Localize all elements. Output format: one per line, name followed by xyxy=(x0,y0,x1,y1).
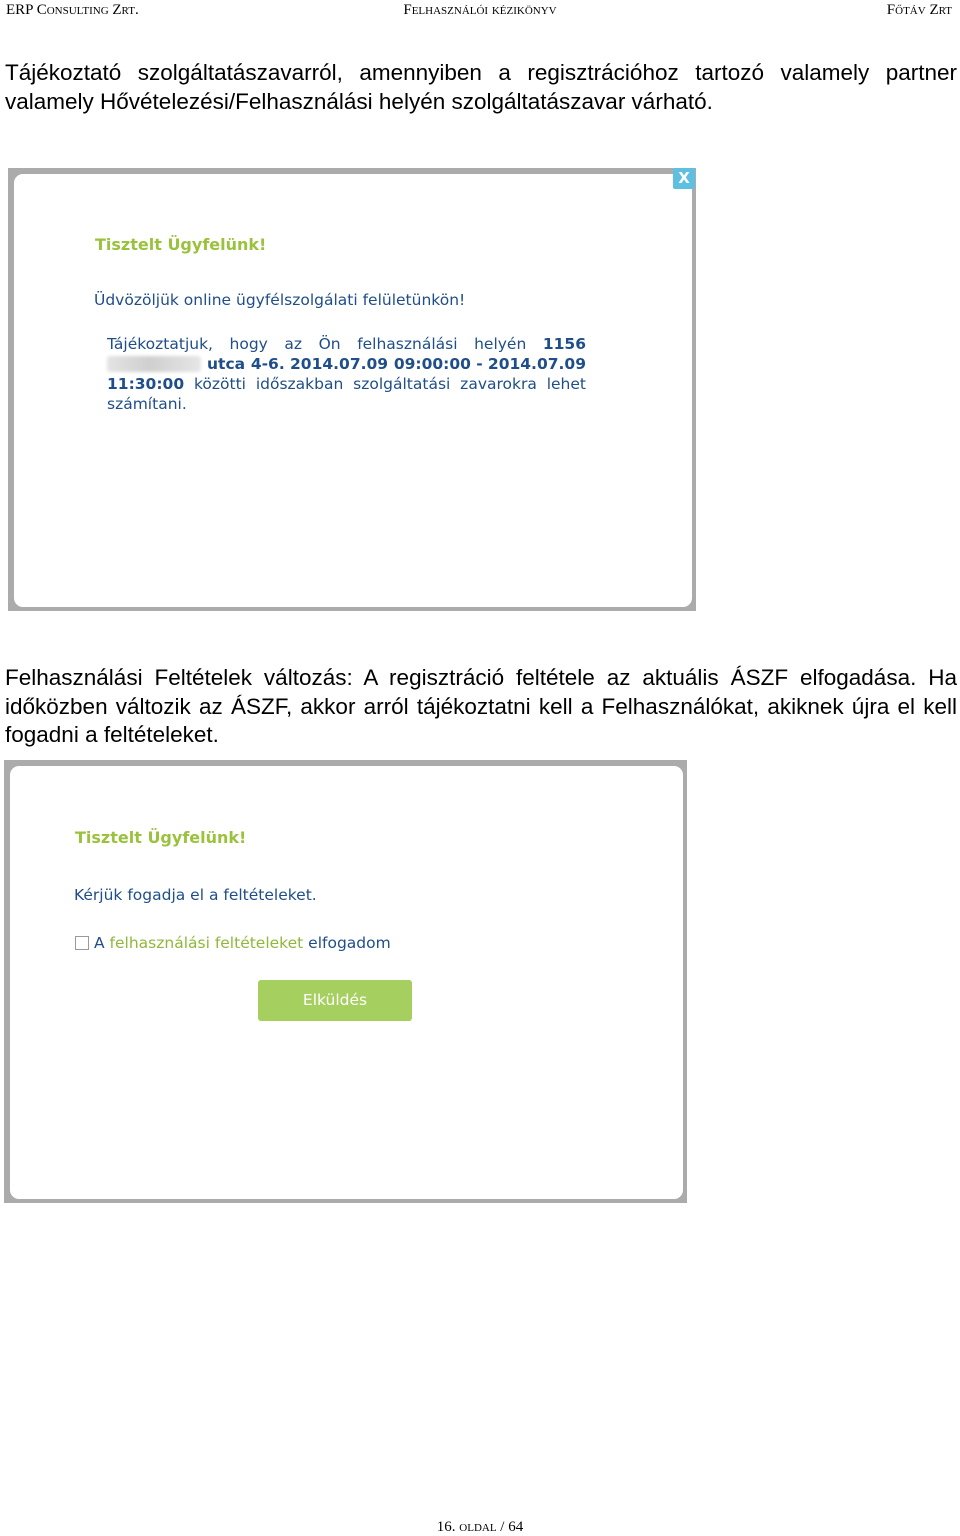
checkbox-label-suffix: elfogadom xyxy=(308,934,391,952)
page-number: 16. oldal / 64 xyxy=(436,1519,524,1535)
paragraph-service-disruption: Tájékoztató szolgáltatászavarról, amennyiben a regisztrációhoz tartozó valamely partner valamely Hővételezési/Felhasználási helyén szolgáltatászavar várható. xyxy=(5,60,957,114)
notice-greeting: Tisztelt Ügyfelünk! xyxy=(95,235,267,254)
checkbox-label-prefix: A xyxy=(94,934,105,952)
terms-request: Kérjük fogadja el a feltételeket. xyxy=(74,886,317,904)
header-title: Felhasználói kézikönyv xyxy=(403,2,557,18)
terms-checkbox[interactable] xyxy=(75,936,89,950)
info-street: utca 4-6. xyxy=(207,355,285,373)
info-suffix: közötti időszakban szolgáltatási zavarokra lehet számítani. xyxy=(107,375,586,413)
redacted-street-name xyxy=(107,356,201,372)
header-client: Főtáv Zrt xyxy=(886,2,952,18)
info-from: 2014.07.09 09:00:00 xyxy=(290,355,471,373)
info-to-time: 11:30:00 xyxy=(107,375,185,393)
info-prefix: Tájékoztatjuk, hogy az Ön felhasználási helyén xyxy=(107,335,527,353)
terms-checkbox-row[interactable] xyxy=(75,934,391,952)
terms-link[interactable]: felhasználási feltételeket xyxy=(109,934,304,952)
notice-info-text xyxy=(107,334,586,414)
close-icon[interactable]: X xyxy=(673,168,695,189)
submit-button[interactable]: Elküldés xyxy=(258,980,412,1021)
paragraph-terms-change: Felhasználási Feltételek változás: A regisztráció feltétele az aktuális ÁSZF elfogadása. Ha időközben változik az ÁSZF, akkor arról tájékoztatni kell a Felhasználókat, akiknek újra el kell fogadni a feltételeket. xyxy=(5,665,957,747)
info-to-date: 2014.07.09 xyxy=(487,355,586,373)
info-dash: - xyxy=(476,355,483,373)
terms-greeting: Tisztelt Ügyfelünk! xyxy=(75,828,247,847)
info-address: 1156 xyxy=(542,335,586,353)
header-company: ERP Consulting Zrt. xyxy=(6,2,139,18)
notice-welcome: Üdvözöljük online ügyfélszolgálati felületünkön! xyxy=(94,291,466,309)
